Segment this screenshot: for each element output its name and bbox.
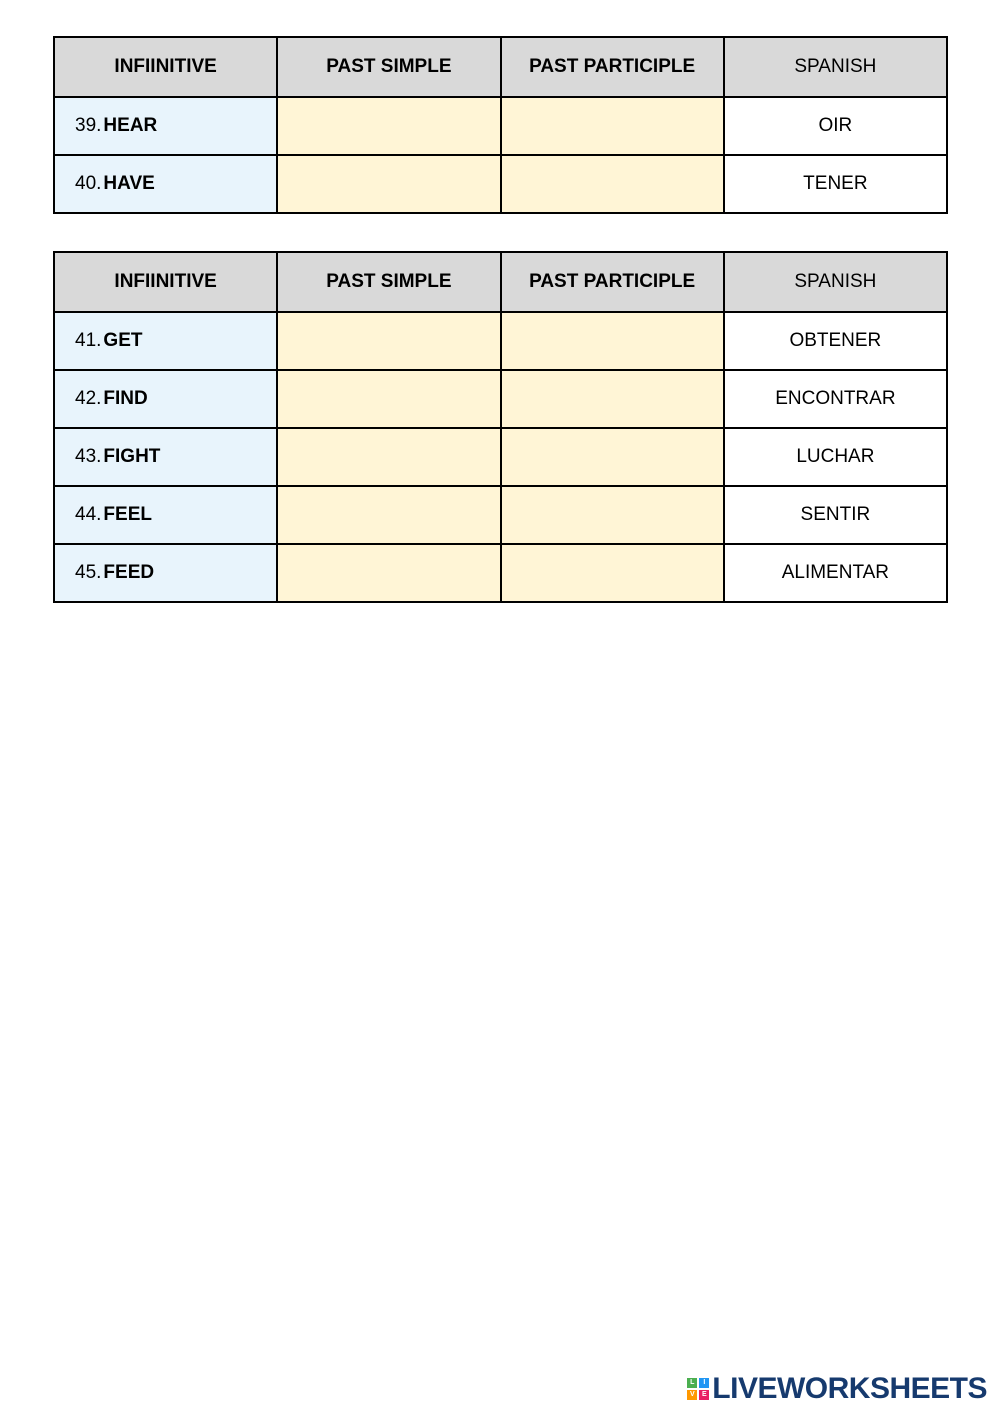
verb-infinitive: GET (103, 330, 143, 351)
verb-infinitive: FIGHT (103, 446, 161, 467)
past-simple-answer-field[interactable] (277, 97, 500, 155)
spanish-translation: TENER (724, 155, 947, 213)
item-number: 39. (75, 115, 102, 136)
item-number: 43. (75, 446, 102, 467)
past-participle-answer-field[interactable] (501, 155, 724, 213)
past-participle-answer-field[interactable] (501, 428, 724, 486)
past-simple-answer-field[interactable] (277, 312, 500, 370)
verb-infinitive: FEEL (103, 504, 152, 525)
header-past-participle: PAST PARTICIPLE (501, 37, 724, 97)
table-row (54, 370, 947, 428)
verb-table-2 (53, 251, 948, 603)
logo-text: LIVEWORKSHEETS (712, 1372, 987, 1405)
item-number: 45. (75, 562, 102, 583)
table-row (54, 155, 947, 213)
item-number: 41. (75, 330, 102, 351)
logo-mark-v: V (687, 1390, 697, 1400)
spanish-translation: ALIMENTAR (724, 544, 947, 602)
spanish-translation: SENTIR (724, 486, 947, 544)
header-infinitive: INFIINITIVE (54, 252, 277, 312)
infinitive-cell (54, 97, 277, 155)
item-number: 44. (75, 504, 102, 525)
verb-infinitive: FIND (103, 388, 148, 409)
header-row (54, 37, 947, 97)
table-row (54, 97, 947, 155)
table-row (54, 544, 947, 602)
past-simple-answer-field[interactable] (277, 486, 500, 544)
header-past-participle: PAST PARTICIPLE (501, 252, 724, 312)
infinitive-cell (54, 312, 277, 370)
table-row (54, 428, 947, 486)
past-participle-answer-field[interactable] (501, 97, 724, 155)
past-simple-answer-field[interactable] (277, 370, 500, 428)
past-simple-answer-field[interactable] (277, 428, 500, 486)
header-spanish: SPANISH (724, 37, 947, 97)
item-number: 42. (75, 388, 102, 409)
header-row (54, 252, 947, 312)
spanish-translation: OBTENER (724, 312, 947, 370)
logo-mark-e: E (699, 1390, 709, 1400)
past-participle-answer-field[interactable] (501, 544, 724, 602)
infinitive-cell (54, 428, 277, 486)
past-simple-answer-field[interactable] (277, 155, 500, 213)
header-past-simple: PAST SIMPLE (277, 252, 500, 312)
spanish-translation: OIR (724, 97, 947, 155)
infinitive-cell (54, 486, 277, 544)
past-participle-answer-field[interactable] (501, 370, 724, 428)
logo-mark-icon (687, 1378, 709, 1400)
verb-infinitive: HAVE (103, 173, 155, 194)
verb-infinitive: FEED (103, 562, 155, 583)
spanish-translation: LUCHAR (724, 428, 947, 486)
logo-mark-l: L (687, 1378, 697, 1388)
table-row (54, 312, 947, 370)
logo-mark-i: I (699, 1378, 709, 1388)
infinitive-cell (54, 370, 277, 428)
past-participle-answer-field[interactable] (501, 486, 724, 544)
header-spanish: SPANISH (724, 252, 947, 312)
header-past-simple: PAST SIMPLE (277, 37, 500, 97)
past-simple-answer-field[interactable] (277, 544, 500, 602)
infinitive-cell (54, 544, 277, 602)
verb-table-1 (53, 36, 948, 214)
table-row (54, 486, 947, 544)
liveworksheets-logo (687, 1372, 987, 1406)
verb-infinitive: HEAR (103, 115, 158, 136)
item-number: 40. (75, 173, 102, 194)
spanish-translation: ENCONTRAR (724, 370, 947, 428)
header-infinitive: INFIINITIVE (54, 37, 277, 97)
infinitive-cell (54, 155, 277, 213)
past-participle-answer-field[interactable] (501, 312, 724, 370)
